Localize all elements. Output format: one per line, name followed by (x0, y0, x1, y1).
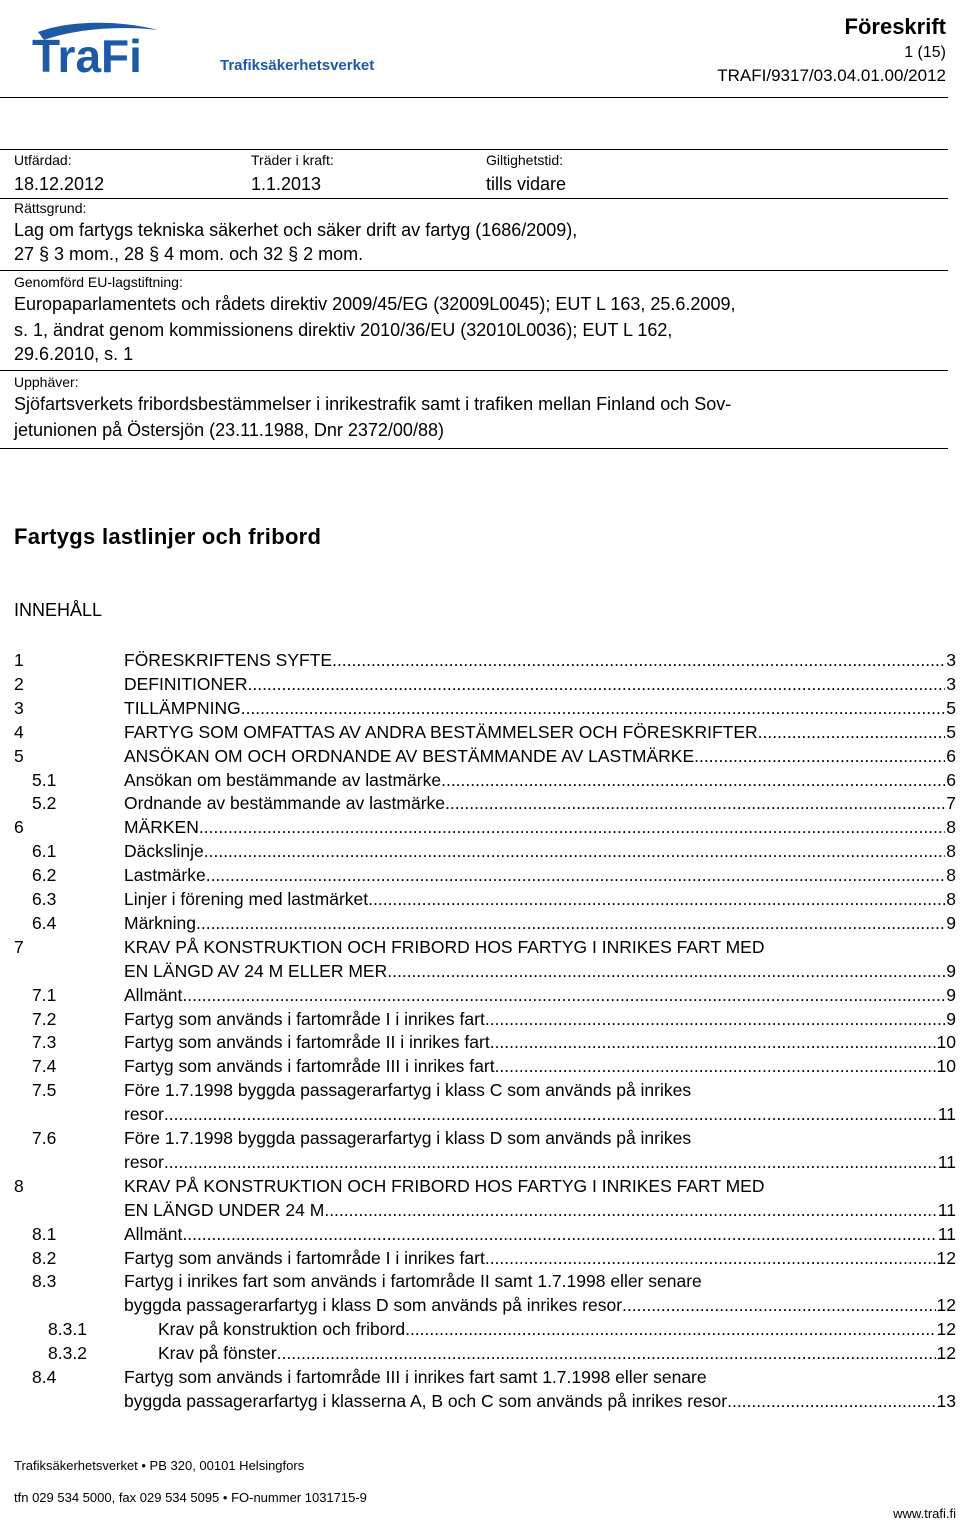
toc-entry[interactable] (14, 1341, 956, 1365)
toc-entry-number: 7.6 (32, 1128, 57, 1148)
footer-website-link[interactable]: www.trafi.fi (893, 1506, 956, 1521)
page-number: 1 (15) (904, 44, 946, 61)
validity-label: Giltighetstid: (486, 152, 564, 168)
toc-entry-title: Linjer i förening med lastmärket (124, 889, 369, 909)
toc-entry[interactable] (14, 1150, 956, 1174)
toc-entry-number: 8.2 (32, 1247, 57, 1268)
toc-entry[interactable] (14, 1246, 956, 1270)
meta-divider-3 (0, 370, 948, 371)
issued-value: 18.12.2012 (14, 174, 105, 194)
toc-entry-page: 12 (936, 1295, 956, 1316)
toc-leader-dots (445, 791, 945, 815)
logo-agency-name: Trafiksäkerhetsverket (220, 57, 375, 74)
toc-entry-number: 5 (14, 745, 24, 766)
repeals-line-1: Sjöfartsverkets fribordsbestämmelser i inrikestrafik samt i trafiken mellan Finland och Sov- (14, 394, 732, 414)
toc-leader-dots (277, 1341, 936, 1365)
toc-entry-page: 12 (936, 1247, 956, 1268)
toc-entry-text-line: Fartyg i inrikes fart som används i fartområde II samt 1.7.1998 eller senare (124, 1271, 702, 1292)
eu-legislation-line-1: Europaparlamentets och rådets direktiv 2009/45/EG (32009L0045); EUT L 163, 25.6.2009, (14, 294, 736, 314)
toc-leader-dots (182, 1222, 936, 1246)
toc-leader-dots (182, 983, 945, 1007)
toc-leader-dots (405, 1317, 935, 1341)
toc-entry-page: 13 (936, 1390, 956, 1411)
toc-entry-title: Ordnande av bestämmande av lastmärke (124, 793, 445, 814)
toc-entry-number: 6.4 (32, 912, 57, 933)
toc-entry-title: Fartyg som används i fartområde III i inrikes fart (124, 1056, 495, 1077)
toc-entry-page: 6 (946, 769, 956, 790)
toc-entry-number: 4 (14, 721, 24, 742)
legal-basis-label: Rättsgrund: (14, 200, 87, 216)
toc-entry-title: Ansökan om bestämmande av lastmärke (124, 769, 442, 790)
toc-entry-page: 5 (946, 697, 956, 718)
meta-divider-2 (0, 270, 948, 271)
toc-entry[interactable] (14, 887, 956, 911)
toc-entry-title: Fartyg som används i fartområde I i inrikes fart (124, 1247, 485, 1268)
toc-leader-dots (204, 839, 946, 863)
toc-entry-page: 8 (946, 865, 956, 886)
toc-entry-title: Märkning (124, 912, 196, 933)
toc-entry[interactable] (14, 720, 956, 744)
toc-entry-title: resor (124, 1151, 164, 1172)
toc-entry-number: 6.2 (32, 865, 57, 886)
toc-entry[interactable] (14, 1102, 956, 1126)
eu-legislation-label: Genomförd EU-lagstiftning: (14, 274, 183, 290)
toc-entry[interactable] (14, 1293, 956, 1317)
toc-entry-page: 12 (936, 1343, 956, 1364)
toc-entry-number: 7.5 (32, 1080, 57, 1101)
toc-leader-dots (332, 648, 945, 672)
toc-entry-title: MÄRKEN (124, 817, 199, 838)
toc-entry-page: 11 (937, 1104, 956, 1125)
toc-entry[interactable] (14, 983, 956, 1007)
toc-entry-page: 3 (946, 650, 956, 670)
toc-entry-number: 3 (14, 697, 24, 718)
meta-divider-1 (0, 198, 948, 199)
toc-entry-text-line: KRAV PÅ KONSTRUKTION OCH FRIBORD HOS FARTYG I INRIKES FART MED (124, 1175, 765, 1196)
toc-leader-dots (241, 696, 946, 720)
toc-leader-dots (485, 1246, 936, 1270)
toc-entry-number: 8.3.1 (48, 1319, 87, 1340)
toc-entry[interactable] (14, 1030, 956, 1054)
toc-entry[interactable] (14, 815, 956, 839)
toc-entry-page: 8 (946, 817, 956, 838)
toc-heading: INNEHÅLL (14, 600, 103, 620)
trafi-logo (30, 18, 390, 78)
toc-entry-title: Allmänt (124, 984, 183, 1005)
toc-entry[interactable] (14, 839, 956, 863)
toc-entry-page: 12 (936, 1319, 956, 1340)
toc-entry-number: 8.4 (32, 1367, 57, 1387)
toc-entry-title: Krav på konstruktion och fribord (158, 1319, 406, 1340)
toc-entry-page: 5 (946, 721, 956, 742)
toc-entry-text-line: Före 1.7.1998 byggda passagerarfartyg i klass C som används på inrikes (124, 1080, 692, 1101)
toc-leader-dots (164, 1102, 937, 1126)
toc-entry-page: 8 (946, 889, 956, 909)
toc-entry-number: 5.1 (32, 769, 57, 790)
toc-entry[interactable] (14, 1054, 956, 1078)
validity-value: tills vidare (486, 174, 567, 194)
toc-entry[interactable] (14, 1007, 956, 1031)
toc-leader-dots (368, 887, 945, 911)
toc-entry-number: 8.3.2 (48, 1343, 87, 1364)
toc-entry-title: ANSÖKAN OM OCH ORDNANDE AV BESTÄMMANDE AV LASTMÄRKE (124, 745, 695, 766)
eu-legislation-line-2: s. 1, ändrat genom kommissionens direktiv 2010/36/EU (32010L0036); EUT L 162, (14, 320, 673, 340)
toc-entry-text-line: Före 1.7.1998 byggda passagerarfartyg i klass D som används på inrikes (124, 1128, 692, 1148)
toc-entry[interactable] (14, 1222, 956, 1246)
toc-entry-number: 5.2 (32, 793, 57, 814)
toc-entry-page: 10 (936, 1032, 956, 1053)
toc-leader-dots (206, 863, 946, 887)
toc-entry-title: byggda passagerarfartyg i klasserna A, B och C som används på inrikes resor (124, 1390, 728, 1411)
toc-leader-dots (199, 815, 945, 839)
toc-entry-number: 8 (14, 1175, 24, 1196)
toc-leader-dots (758, 720, 946, 744)
toc-entry[interactable] (14, 696, 956, 720)
toc-entry-title: Krav på fönster (158, 1343, 277, 1364)
eu-legislation-line-3: 29.6.2010, s. 1 (14, 344, 134, 364)
effective-label: Träder i kraft: (251, 152, 334, 168)
toc-entry-title: Däckslinje (124, 841, 204, 862)
logo-wordmark: TraFi (32, 30, 142, 78)
toc-entry[interactable] (14, 911, 956, 935)
toc-entry[interactable] (14, 791, 956, 815)
meta-top-divider (0, 149, 948, 150)
toc-entry-page: 10 (936, 1056, 956, 1077)
meta-bottom-divider (0, 448, 948, 449)
toc-entry-page: 9 (946, 912, 956, 933)
toc-entry-title: FARTYG SOM OMFATTAS AV ANDRA BESTÄMMELSER OCH FÖRESKRIFTER (124, 721, 758, 742)
toc-leader-dots (164, 1150, 937, 1174)
toc-entry-page: 9 (946, 1008, 956, 1029)
toc-entry-title: Lastmärke (124, 865, 206, 886)
toc-leader-dots (247, 672, 945, 696)
effective-value: 1.1.2013 (251, 174, 322, 194)
toc-entry-page: 11 (937, 1223, 956, 1244)
toc-entry-title: Allmänt (124, 1223, 183, 1244)
toc-entry-number: 6.1 (32, 841, 57, 862)
footer-address: Trafiksäkerhetsverket • PB 320, 00101 Helsingfors (14, 1458, 305, 1473)
toc-leader-dots (727, 1389, 935, 1413)
toc-entry[interactable] (14, 959, 956, 983)
toc-entry-title: resor (124, 1104, 164, 1125)
header-divider (0, 97, 948, 98)
toc-entry-page: 8 (946, 841, 956, 862)
toc-entry-number: 1 (14, 650, 24, 670)
toc-entry-number: 7.3 (32, 1032, 57, 1053)
toc-entry[interactable] (14, 863, 956, 887)
toc-entry-page: 7 (946, 793, 956, 814)
toc-entry[interactable] (14, 672, 956, 696)
toc-entry-title: EN LÄNGD UNDER 24 M (124, 1199, 325, 1220)
toc-entry-number: 7 (14, 936, 24, 957)
repeals-line-2: jetunionen på Östersjön (23.11.1988, Dnr 2372/00/88) (14, 420, 444, 440)
toc-entry-page: 9 (946, 960, 956, 981)
toc-entry-number: 2 (14, 673, 24, 694)
toc-entry-number: 7.4 (32, 1056, 57, 1077)
toc-entry-page: 11 (937, 1151, 956, 1172)
repeals-label: Upphäver: (14, 374, 79, 390)
toc-leader-dots (495, 1054, 936, 1078)
toc-entry-page: 9 (946, 984, 956, 1005)
toc-entry-title: TILLÄMPNING (124, 697, 241, 718)
toc-entry[interactable] (14, 648, 956, 672)
toc-entry-title: FÖRESKRIFTENS SYFTE (124, 650, 333, 670)
toc-entry-number: 8.1 (32, 1223, 57, 1244)
legal-basis-line-2: 27 § 3 mom., 28 § 4 mom. och 32 § 2 mom. (14, 244, 364, 264)
toc-entry-page: 6 (946, 745, 956, 766)
toc-entry-title: DEFINITIONER (124, 673, 248, 694)
document-title: Fartygs lastlinjer och fribord (14, 524, 322, 549)
toc-leader-dots (196, 911, 945, 935)
toc-entry-title: Fartyg som används i fartområde II i inrikes fart (124, 1032, 490, 1053)
toc-leader-dots (324, 1198, 937, 1222)
toc-leader-dots (694, 744, 945, 768)
toc-entry-title: byggda passagerarfartyg i klass D som används på inrikes resor (124, 1295, 623, 1316)
toc-entry[interactable] (14, 768, 956, 792)
toc-entry-number: 8.3 (32, 1271, 57, 1292)
toc-entry-number: 7.2 (32, 1008, 57, 1029)
document-type: Föreskrift (844, 14, 946, 39)
toc-entry-text-line: KRAV PÅ KONSTRUKTION OCH FRIBORD HOS FARTYG I INRIKES FART MED (124, 936, 765, 957)
toc-leader-dots (622, 1293, 936, 1317)
toc-entry-title: EN LÄNGD AV 24 M ELLER MER (124, 960, 388, 981)
toc-leader-dots (490, 1030, 936, 1054)
reference-number: TRAFI/9317/03.04.01.00/2012 (717, 66, 946, 85)
toc-entry-number: 6.3 (32, 889, 57, 909)
toc-entry[interactable] (14, 1198, 956, 1222)
toc-entry-text-line: Fartyg som används i fartområde III i inrikes fart samt 1.7.1998 eller senare (124, 1367, 707, 1387)
toc-entry-number: 7.1 (32, 984, 57, 1005)
toc-leader-dots (387, 959, 945, 983)
toc-entry-title: Fartyg som används i fartområde I i inrikes fart (124, 1008, 485, 1029)
toc-entry-page: 11 (937, 1199, 956, 1220)
toc-entry-number: 6 (14, 817, 24, 838)
legal-basis-line-1: Lag om fartygs tekniska säkerhet och säker drift av fartyg (1686/2009), (14, 220, 578, 240)
toc-entry[interactable] (14, 1389, 956, 1413)
toc-entry[interactable] (14, 1317, 956, 1341)
issued-label: Utfärdad: (14, 152, 72, 168)
toc-entry[interactable] (14, 744, 956, 768)
footer-contact: tfn 029 534 5000, fax 029 534 5095 • FO-nummer 1031715-9 (14, 1490, 367, 1505)
toc-entry-page: 3 (946, 673, 956, 694)
toc-leader-dots (441, 768, 945, 792)
toc-leader-dots (485, 1007, 945, 1031)
